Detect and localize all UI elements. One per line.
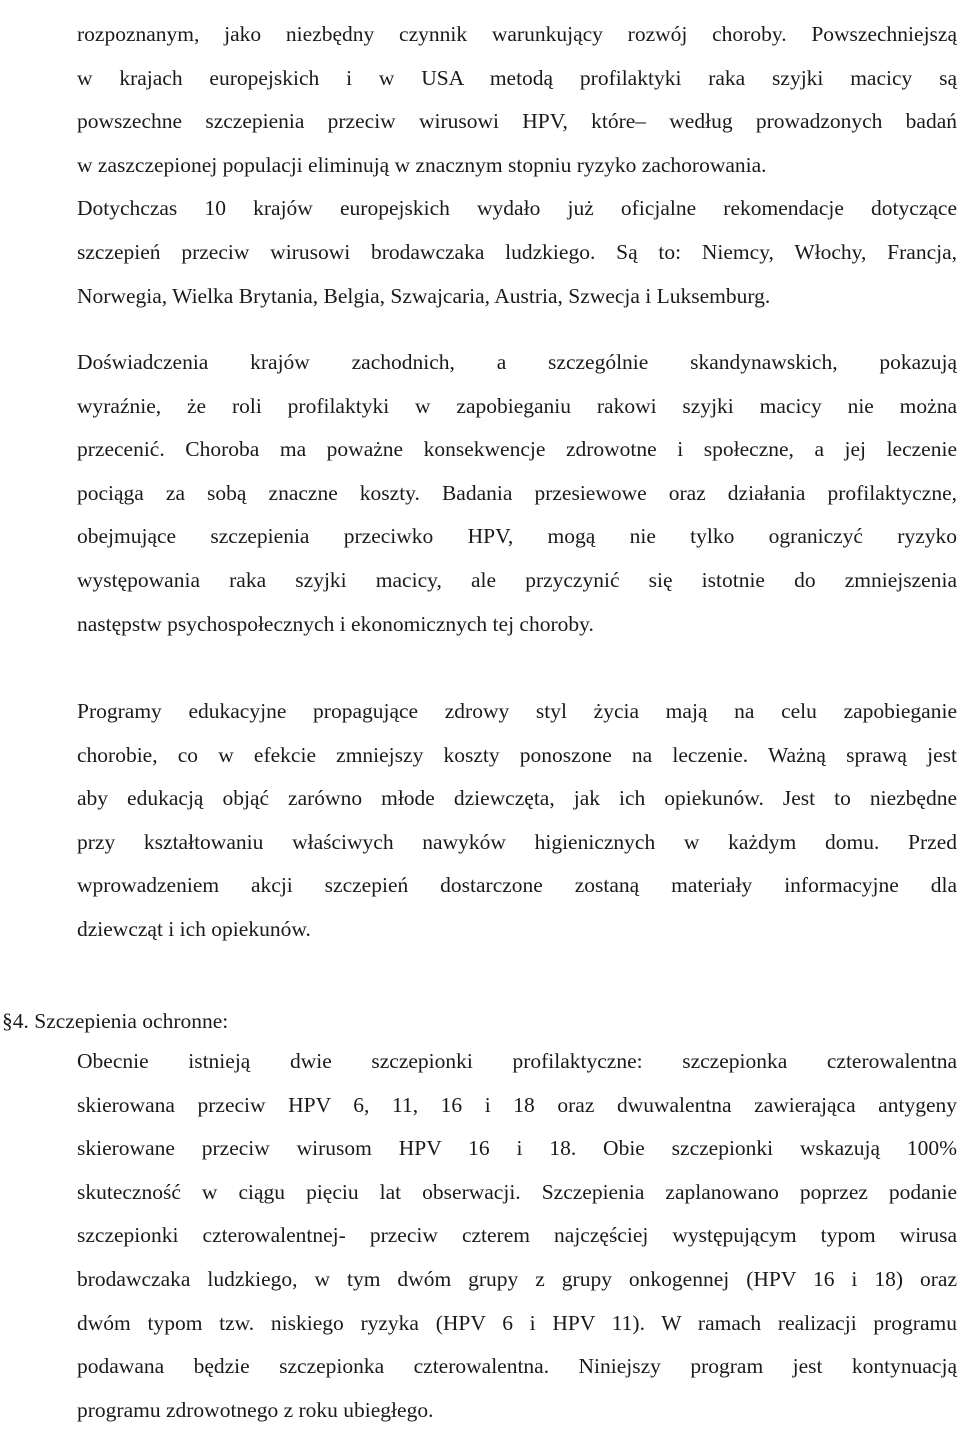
paragraph-line: programu zdrowotnego z roku ubiegłego. [77,1397,434,1422]
paragraph-line: przecenić. Choroba ma poważne konsekwencje zdrowotne i społeczne, a jej leczenie [77,437,957,462]
paragraph-line: w krajach europejskich i w USA metodą profilaktyki raka szyjki macicy są [77,65,957,90]
paragraph-line: chorobie, co w efekcie zmniejszy koszty ponoszone na leczenie. Ważną sprawą jest [77,742,957,767]
paragraph-western-experience [77,341,957,646]
paragraph-line: szczepień przeciw wirusowi brodawczaka ludzkiego. Są to: Niemcy, Włochy, Francja, [77,239,957,264]
paragraph-line: Doświadczenia krajów zachodnich, a szczególnie skandynawskich, pokazują [77,350,957,374]
paragraph-line: obejmujące szczepienia przeciwko HPV, mogą nie tylko ograniczyć ryzyko [77,524,957,549]
paragraph-line: przy kształtowaniu właściwych nawyków higienicznych w każdym domu. Przed [77,829,957,854]
paragraph-line: skierowane przeciw wirusom HPV 16 i 18. Obie szczepionki wskazują 100% [77,1136,957,1161]
paragraph-line: aby edukacją objąć zarówno młode dziewczęta, jak ich opiekunów. Jest to niezbędne [77,786,957,811]
paragraph-line: w zaszczepionej populacji eliminują w znacznym stopniu ryzyko zachorowania. [77,152,767,177]
paragraph-line: skierowana przeciw HPV 6, 11, 16 i 18 oraz dwuwalentna zawierająca antygeny [77,1092,957,1117]
paragraph-line: Norwegia, Wielka Brytania, Belgia, Szwajcaria, Austria, Szwecja i Luksemburg. [77,283,771,308]
section-heading: §4. Szczepienia ochronne: [2,1009,229,1033]
paragraph-line: wprowadzeniem akcji szczepień dostarczone zostaną materiały informacyjne dla [77,873,957,898]
paragraph-line: pociąga za sobą znaczne koszty. Badania przesiewowe oraz działania profilaktyczne, [77,480,957,505]
paragraph-line: brodawczaka ludzkiego, w tym dwóm grupy z grupy onkogennej (HPV 16 i 18) oraz [77,1266,957,1291]
paragraph-vaccines [77,1040,957,1432]
paragraph-line: dwóm typom tzw. niskiego ryzyka (HPV 6 i HPV 11). W ramach realizacji programu [77,1310,957,1335]
paragraph-line: powszechne szczepienia przeciw wirusowi HPV, które– według prowadzonych badań [77,109,957,134]
paragraph-line: Obecnie istnieją dwie szczepionki profilaktyczne: szczepionka czterowalentna [77,1049,957,1073]
paragraph-line: wyraźnie, że roli profilaktyki w zapobieganiu rakowi szyjki macicy nie można [77,393,957,418]
paragraph-line: rozpoznanym, jako niezbędny czynnik warunkujący rozwój choroby. Powszechniejszą [77,22,957,46]
paragraph-line: podawana będzie szczepionka czterowalentna. Niniejszy program jest kontynuacją [77,1354,957,1379]
paragraph-education-programs [77,690,957,952]
paragraph-line: następstw psychospołecznych i ekonomicznych tej choroby. [77,611,594,636]
paragraph-line: występowania raka szyjki macicy, ale przyczynić się istotnie do zmniejszenia [77,567,957,592]
paragraph-line: Programy edukacyjne propagujące zdrowy styl życia mają na celu zapobieganie [77,699,957,723]
paragraph-line: dziewcząt i ich opiekunów. [77,916,311,941]
paragraph-line: Dotychczas 10 krajów europejskich wydało już oficjalne rekomendacje dotyczące [77,196,957,221]
paragraph-hpv-vaccination-europe [77,13,957,318]
paragraph-line: szczepionki czterowalentnej- przeciw czterem najczęściej występującym typom wirusa [77,1223,957,1248]
paragraph-line: skuteczność w ciągu pięciu lat obserwacji. Szczepienia zaplanowano poprzez podanie [77,1179,957,1204]
